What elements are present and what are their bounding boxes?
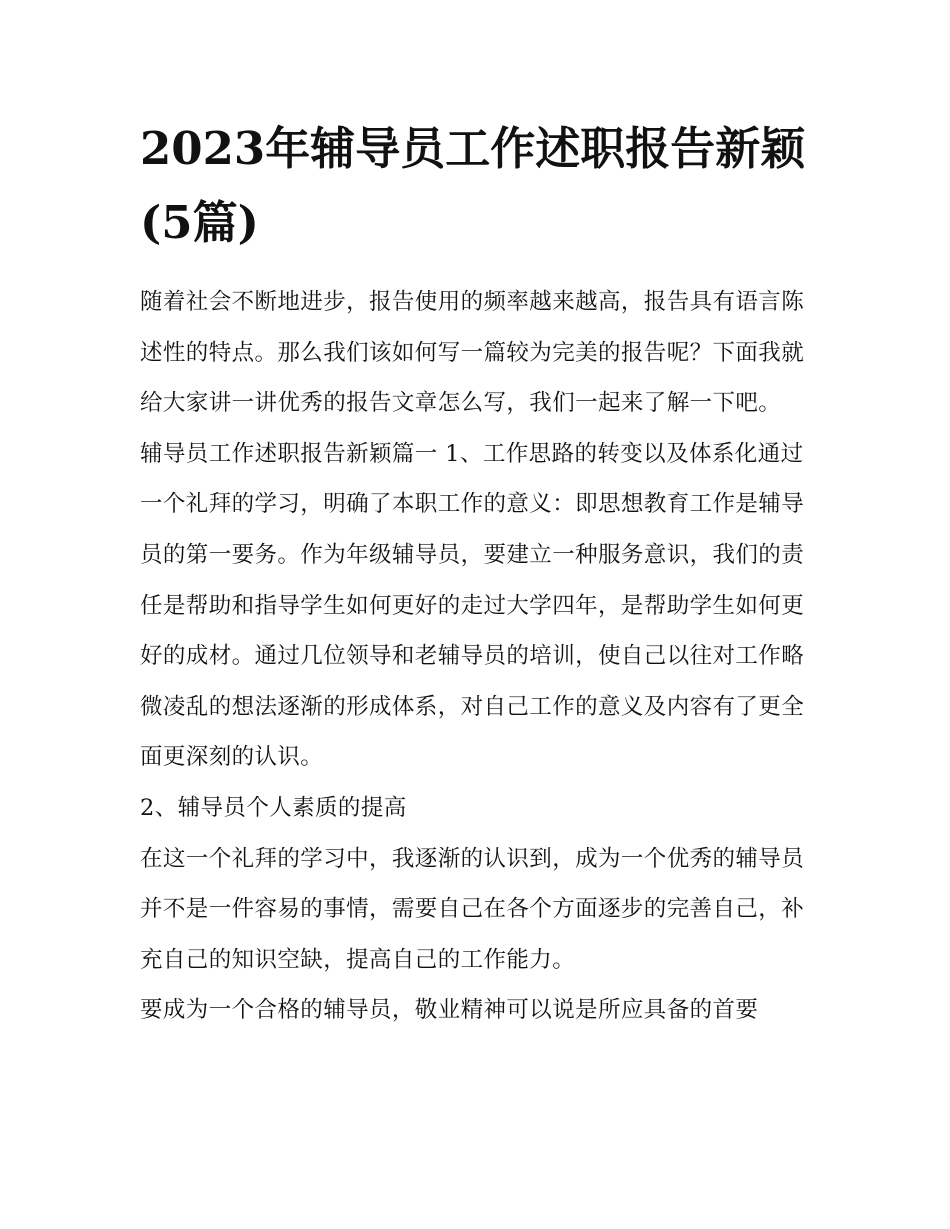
paragraph-dedication: 要成为一个合格的辅导员，敬业精神可以说是所应具备的首要	[140, 997, 759, 1024]
paragraph-heading-two: 2、辅导员个人素质的提高	[140, 794, 407, 821]
paragraph-intro: 随着社会不断地进步，报告使用的频率越来越高，报告具有语言陈述性的特点。那么我们该如何写一篇较为完美的报告呢？下面我就给大家讲一讲优秀的报告文章怎么写，我们一起来了解一下吧。	[140, 289, 805, 417]
paragraph-learning: 在这一个礼拜的学习中，我逐渐的认识到，成为一个优秀的辅导员并不是一件容易的事情，需要自己在各个方面逐步的完善自己，补充自己的知识空缺，提高自己的工作能力。	[140, 845, 805, 973]
document-title: 2023年辅导员工作述职报告新颖(5篇)	[140, 122, 806, 249]
paragraph-section-one: 辅导员工作述职报告新颖篇一 1、工作思路的转变以及体系化通过一个礼拜的学习，明确了本职工作的意义：即思想教育工作是辅导员的第一要务。作为年级辅导员，要建立一种服务意识，我们的责任是帮助和指导学生如何更好的走过大学四年，是帮助学生如何更好的成材。通过几位领导和老辅导员的培训，使自己以往对工作略微凌乱的想法逐渐的形成体系，对自己工作的意义及内容有了更全面更深刻的认识。	[140, 440, 805, 771]
document-body	[140, 277, 820, 1036]
